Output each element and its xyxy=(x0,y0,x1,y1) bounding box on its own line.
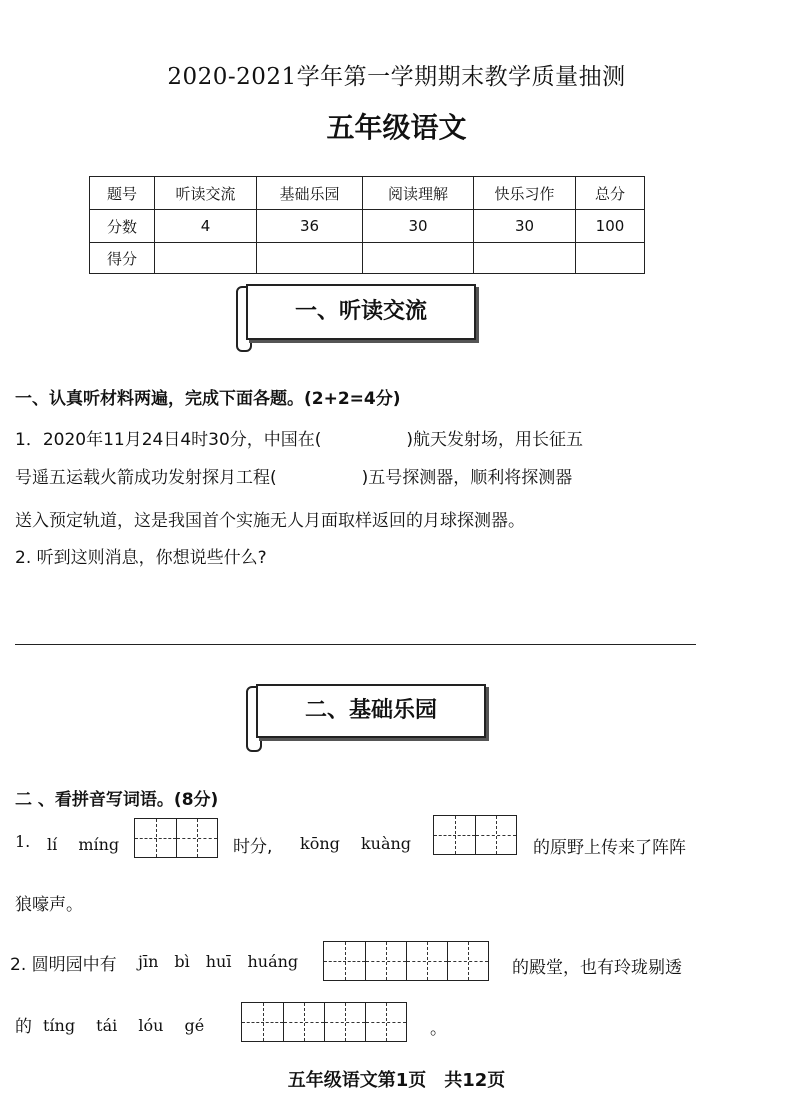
writing-cell[interactable] xyxy=(365,1003,406,1041)
table-header-cell: 题号 xyxy=(90,177,155,210)
score-table-header-row xyxy=(90,177,645,210)
item1-number: 1. xyxy=(15,832,31,851)
item2-text-a: 的殿堂，也有玲珑剔透 xyxy=(512,958,682,978)
writing-grid-4[interactable] xyxy=(323,941,489,981)
score-entry-cell[interactable] xyxy=(257,243,363,274)
q2-text: 2. 听到这则消息，你想说些什么? xyxy=(15,548,267,568)
table-header-cell: 快乐习作 xyxy=(474,177,576,210)
writing-cell[interactable] xyxy=(324,942,365,980)
subject-title: 五年级语文 xyxy=(326,111,467,144)
score-entry-cell[interactable] xyxy=(474,243,576,274)
table-cell: 得分 xyxy=(90,243,155,274)
table-cell: 4 xyxy=(155,210,257,243)
writing-cell[interactable] xyxy=(447,942,488,980)
q1-line1: 1．2020年11月24日4时30分，中国在( )航天发射场，用长征五 xyxy=(15,430,584,450)
writing-cell[interactable] xyxy=(135,819,176,857)
score-table-row xyxy=(90,243,645,274)
writing-cell[interactable] xyxy=(176,819,217,857)
item2-prefix: 2. 圆明园中有 xyxy=(10,955,117,975)
section1-banner-title: 一、听读交流 xyxy=(246,284,476,340)
section1-banner xyxy=(236,284,482,350)
writing-cell[interactable] xyxy=(365,942,406,980)
score-entry-cell[interactable] xyxy=(576,243,645,274)
writing-cell[interactable] xyxy=(283,1003,324,1041)
item2-pinyin-a: jīn bì huī huáng xyxy=(138,952,299,971)
item1-text-c: 狼嚎声。 xyxy=(15,895,83,915)
q1-line2: 号遥五运载火箭成功发射探月工程( )五号探测器，顺利将探测器 xyxy=(15,468,573,488)
item1-pinyin-b: kōng kuàng xyxy=(300,834,412,853)
page-footer: 五年级语文第1页 共12页 xyxy=(287,1070,506,1091)
item2-prefix-b: 的 xyxy=(15,1017,32,1037)
section2-banner xyxy=(246,684,492,750)
table-cell: 30 xyxy=(474,210,576,243)
writing-grid-2[interactable] xyxy=(433,815,517,855)
score-table-row xyxy=(90,210,645,243)
writing-cell[interactable] xyxy=(242,1003,283,1041)
writing-cell[interactable] xyxy=(406,942,447,980)
item1-text-b: 的原野上传来了阵阵 xyxy=(533,838,686,858)
writing-grid-4[interactable] xyxy=(241,1002,407,1042)
q1-line3: 送入预定轨道，这是我国首个实施无人月面取样返回的月球探测器。 xyxy=(15,511,525,531)
table-header-cell: 阅读理解 xyxy=(363,177,474,210)
item2-pinyin-b: tíng tái lóu gé xyxy=(43,1016,205,1035)
item1-text-a: 时分, xyxy=(233,837,273,857)
item1-pinyin-a: lí míng xyxy=(47,835,120,854)
section2-question-heading: 二 、看拼音写词语。(8分) xyxy=(15,790,219,810)
exam-title: 2020-2021学年第一学期期末教学质量抽测 xyxy=(167,64,626,90)
table-header-cell: 听读交流 xyxy=(155,177,257,210)
writing-cell[interactable] xyxy=(434,816,475,854)
writing-cell[interactable] xyxy=(324,1003,365,1041)
table-header-cell: 总分 xyxy=(576,177,645,210)
table-cell: 100 xyxy=(576,210,645,243)
answer-line[interactable] xyxy=(15,644,696,645)
table-cell: 30 xyxy=(363,210,474,243)
item2-end: 。 xyxy=(430,1019,447,1039)
score-entry-cell[interactable] xyxy=(363,243,474,274)
table-header-cell: 基础乐园 xyxy=(257,177,363,210)
score-table xyxy=(89,176,645,274)
table-cell: 分数 xyxy=(90,210,155,243)
writing-grid-2[interactable] xyxy=(134,818,218,858)
writing-cell[interactable] xyxy=(475,816,516,854)
table-cell: 36 xyxy=(257,210,363,243)
section1-question-heading: 一、认真听材料两遍，完成下面各题。(2+2=4分) xyxy=(15,389,401,409)
section2-banner-title: 二、基础乐园 xyxy=(256,684,486,738)
score-entry-cell[interactable] xyxy=(155,243,257,274)
